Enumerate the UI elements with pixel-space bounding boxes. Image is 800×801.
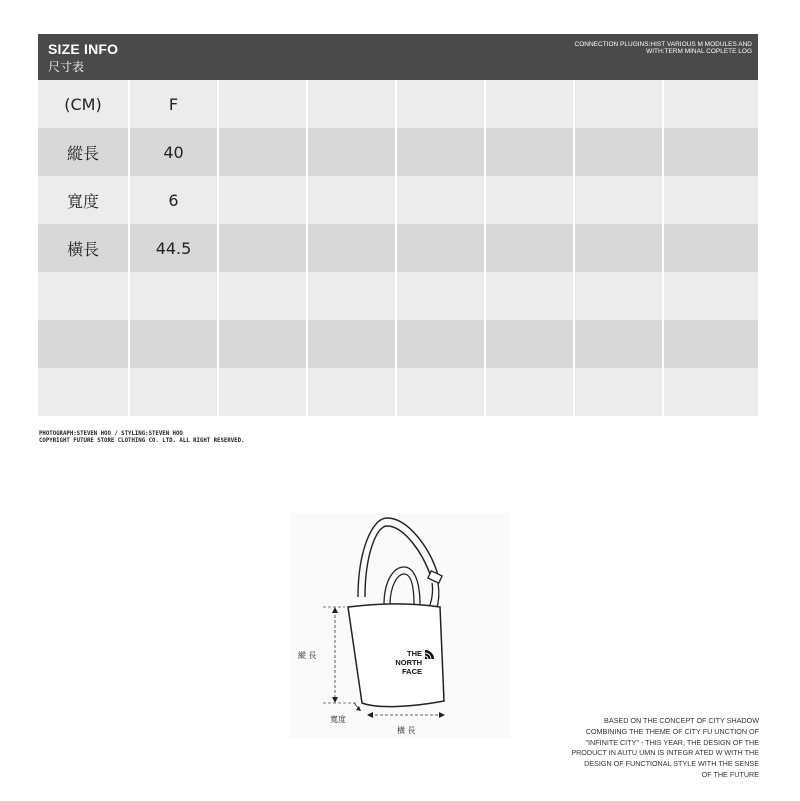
table-cell	[397, 224, 486, 272]
table-cell	[486, 80, 575, 128]
table-row	[38, 224, 758, 272]
table-cell	[308, 128, 397, 176]
table-cell	[575, 368, 664, 416]
credits-line-1: PHOTOGRAPH:STEVEN HOO / STYLING:STEVEN HOO	[39, 431, 183, 437]
table-cell	[575, 80, 664, 128]
logo-text-the: THE	[407, 649, 422, 658]
table-cell	[38, 320, 130, 368]
table-cell	[38, 368, 130, 416]
table-cell	[575, 320, 664, 368]
credits-line-2: COPYRIGHT FUTURE STORE CLOTHING CO. LTD. ALL RIGHT RESERVED.	[39, 437, 245, 444]
concept-line: COMBINING THE THEME OF CITY FU UNCTION OF	[585, 726, 759, 736]
photo-credits	[39, 431, 244, 444]
logo-text-north: NORTH	[395, 658, 422, 667]
logo-text-face: FACE	[401, 667, 422, 676]
table-row	[38, 128, 758, 176]
concept-line: OF THE FUTURE	[701, 769, 759, 779]
header-note-line-1: CONNECTION PLUGINS:HIST VARIOUS M MODULES AND	[574, 41, 752, 48]
table-cell	[308, 80, 397, 128]
table-cell	[486, 224, 575, 272]
table-cell: 40	[130, 128, 219, 176]
table-cell: 縱長	[38, 128, 130, 176]
concept-line: PRODUCT IN AUTU UMN IS INTEGR ATED W WITH THE	[571, 748, 759, 758]
table-cell	[308, 368, 397, 416]
table-cell	[219, 128, 308, 176]
table-cell: (CM)	[38, 80, 130, 128]
table-cell: F	[130, 80, 219, 128]
shoulder-strap	[358, 518, 438, 597]
label-depth: 寬度	[330, 715, 346, 724]
table-cell	[575, 224, 664, 272]
header-title: SIZE INFO	[48, 41, 119, 57]
table-cell	[397, 320, 486, 368]
table-cell	[219, 368, 308, 416]
size-table	[38, 80, 758, 416]
table-cell	[664, 224, 758, 272]
table-cell	[397, 80, 486, 128]
table-row	[38, 80, 758, 128]
table-cell: 橫長	[38, 224, 130, 272]
table-cell	[397, 368, 486, 416]
concept-line: DESIGN OF FUNCTIONAL STYLE WITH THE SENSE	[584, 759, 759, 769]
table-row	[38, 368, 758, 416]
concept-line: "INFINITE CITY" - THIS YEAR, THE DESIGN OF THE	[585, 737, 759, 747]
table-cell	[486, 176, 575, 224]
table-cell	[664, 176, 758, 224]
table-cell	[219, 80, 308, 128]
table-cell: 6	[130, 176, 219, 224]
strap-buckle	[428, 571, 442, 583]
tote-bag-diagram	[290, 513, 510, 738]
short-handle	[384, 567, 420, 605]
table-cell	[308, 224, 397, 272]
table-cell	[575, 272, 664, 320]
concept-text	[539, 716, 759, 781]
table-cell	[664, 272, 758, 320]
table-cell	[308, 272, 397, 320]
table-cell	[664, 80, 758, 128]
label-length: 縱 長	[298, 651, 317, 660]
table-cell	[397, 176, 486, 224]
table-cell	[308, 320, 397, 368]
table-cell	[664, 320, 758, 368]
concept-line: BASED ON THE CONCEPT OF CITY SHADOW	[604, 716, 759, 725]
table-row	[38, 272, 758, 320]
table-cell	[130, 320, 219, 368]
size-info-header	[38, 34, 758, 80]
table-cell: 44.5	[130, 224, 219, 272]
header-note-line-2: WITH:TERM MINAL COPLETE LOG	[646, 48, 752, 55]
table-cell	[575, 176, 664, 224]
table-cell	[219, 176, 308, 224]
tote-bag-drawing	[290, 513, 510, 738]
table-cell	[397, 272, 486, 320]
header-subtitle: 尺寸表	[48, 60, 85, 74]
table-cell	[486, 368, 575, 416]
table-cell	[575, 128, 664, 176]
table-cell	[308, 176, 397, 224]
table-cell	[38, 272, 130, 320]
table-cell	[664, 128, 758, 176]
table-cell	[219, 272, 308, 320]
table-cell	[130, 272, 219, 320]
table-cell	[486, 320, 575, 368]
table-row	[38, 176, 758, 224]
table-row	[38, 320, 758, 368]
table-cell	[397, 128, 486, 176]
table-cell	[486, 128, 575, 176]
table-cell: 寬度	[38, 176, 130, 224]
table-cell	[664, 368, 758, 416]
table-cell	[486, 272, 575, 320]
table-cell	[219, 224, 308, 272]
table-cell	[130, 368, 219, 416]
table-cell	[219, 320, 308, 368]
header-note	[492, 41, 752, 55]
label-width: 橫 長	[397, 726, 416, 735]
